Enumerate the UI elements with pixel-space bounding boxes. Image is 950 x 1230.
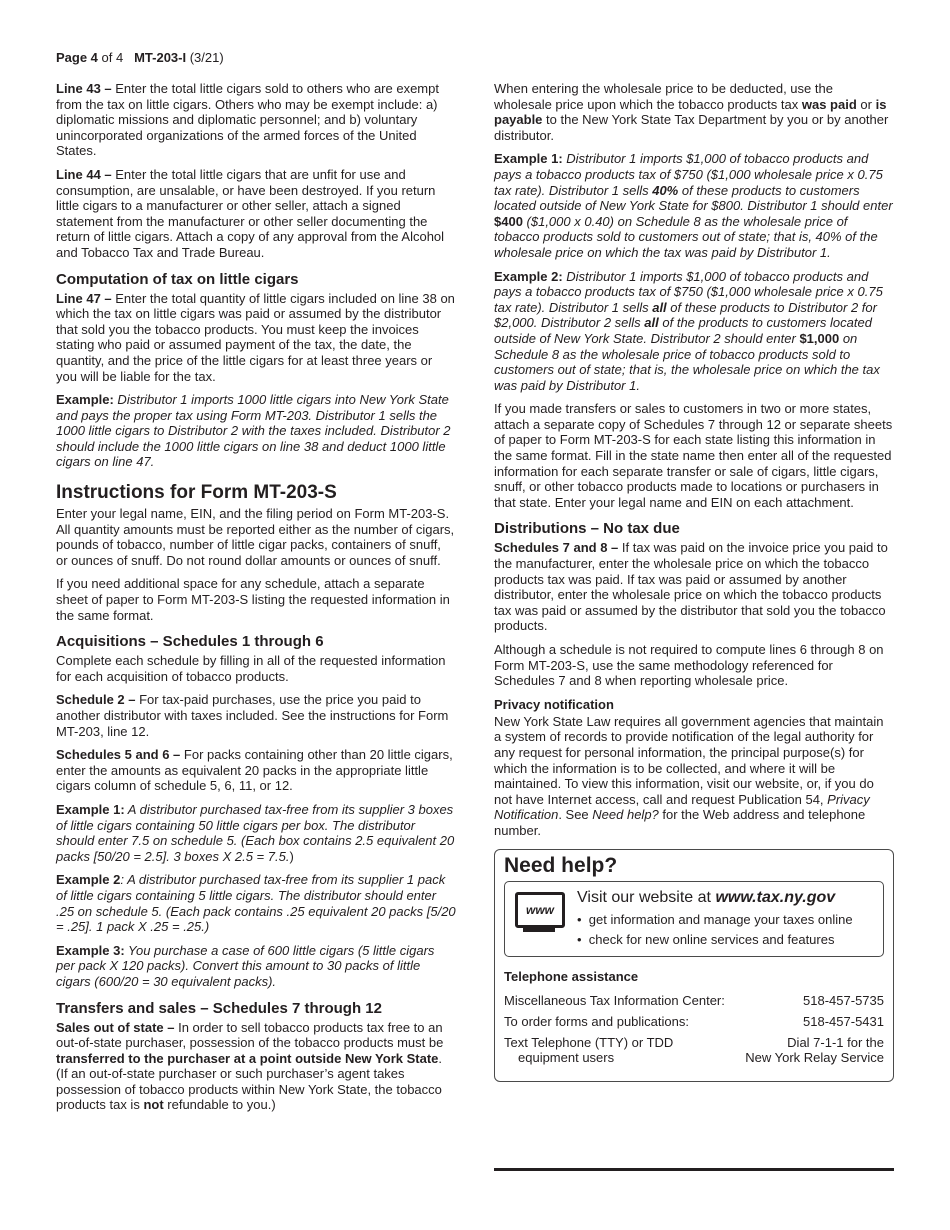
although-paragraph: Although a schedule is not required to compute lines 6 through 8 on Form MT-203-S, use the same methodology referenced for Schedules 7 and 8 when reporting wholesale price. [494, 642, 884, 689]
instructions-paragraph-2: If you need additional space for any schedule, attach a separate sheet of paper to Form MT-203-S listing the requested information in the same format. [56, 576, 450, 623]
computer-monitor-icon: www [513, 888, 565, 936]
need-help-title: Need help? [504, 853, 618, 877]
page-header [56, 50, 894, 65]
phone-row: Miscellaneous Tax Information Center: 518-457-5735 [504, 992, 884, 1008]
need-help-box [494, 849, 894, 1082]
instructions-paragraph-1: Enter your legal name, EIN, and the filing period on Form MT-203-S. All quantity amounts must be reported either as the number of cigars, pounds of tobacco, number of little cigar packs, containers of snuff, or ounces of snuff. Do not round dollar amounts or ounces of snuff. [56, 506, 455, 568]
sales-out-of-state-paragraph: Sales out of state – In order to sell tobacco products tax free to an out-of-state purchaser, possession of the tobacco products must be transferred to the purchaser at a point outside New York State. (If an out-of-state purchaser or such purchaser’s agent takes possession of tobacco products within New York State, the tobacco products tax is not refundable to you.) [56, 1019, 444, 1113]
bullet-item: • get information and manage your taxes online [577, 912, 853, 928]
line-43-paragraph: Line 43 – Enter the total little cigars sold to others who are exempt from the tax on little cigars. Others who may be exempt include: a) diplomatic missions and diplomatic personnel; and b) voluntary unincorporated organizations of the armed forces of the United States. [56, 81, 439, 159]
schedule-2-paragraph: Schedule 2 – For tax-paid purchases, use the price you paid to another distributor with taxes included. See the instructions for Form MT-203, line 12. [56, 692, 449, 739]
website-link[interactable]: www.tax.ny.gov [715, 889, 836, 907]
telephone-heading: Telephone assistance [504, 969, 639, 985]
computation-heading: Computation of tax on little cigars [56, 270, 299, 288]
transfers-heading: Transfers and sales – Schedules 7 through 12 [56, 999, 382, 1017]
form-number: MT-203-I [134, 50, 187, 65]
phone-row: To order forms and publications: 518-457-5431 [504, 1013, 884, 1029]
privacy-heading: Privacy notification [494, 696, 614, 712]
multi-state-paragraph: If you made transfers or sales to customers in two or more states, attach a separate copy of Schedules 7 through 12 or separate sheets of paper to Form MT-203-S for each state listing this information in the same format. Fill in the state name then enter all of the requested information for each separate transfer or sale of cigars, little cigars, snuff, or other tobacco products made to locations or purchasers in that state. Enter your legal name and EIN on each attachment. [494, 401, 893, 510]
visit-website-text: Visit our website at www.tax.ny.gov [577, 889, 836, 907]
acquisitions-heading: Acquisitions – Schedules 1 through 6 [56, 633, 324, 651]
wholesale-price-paragraph: When entering the wholesale price to be deducted, use the wholesale price upon which the tobacco products tax was paid or is payable to the New York State Tax Department by you or by another distributor. [494, 81, 889, 143]
bottom-rule [494, 1168, 894, 1171]
right-column [494, 81, 894, 1121]
schedules-5-6-paragraph: Schedules 5 and 6 – For packs containing other than 20 little cigars, enter the amounts as equivalent 20 packs in the appropriate little cigars column of schedule 5, 6, 11, or 12. [56, 747, 453, 794]
bullet-item: • check for new online services and features [577, 932, 835, 948]
page [56, 50, 894, 1121]
privacy-paragraph: New York State Law requires all government agencies that maintain a system of records to provide notification of the legal authority for any request for personal information, the principal purpose(s) for which the information is to be collected, and where it will be maintained. To view this information, visit our website, or, if you do not have Internet access, call and request Publication 54, Privacy Notification. See Need help? for the Web address and telephone number. [494, 713, 884, 838]
ts-example-1: Example 1: Distributor 1 imports $1,000 of tobacco products and pays a tobacco products tax of $750 ($1,000 wholesale price x 0.75 tax rate). Distributor 1 sells 40% of these products to customers located outside of New York State for $800. Distributor 1 should enter $400 ($1,000 x 0.40) on Schedule 8 as the wholesale price of tobacco products sold to customers out of state; that is, 40% of the wholesale price on which the tax was paid by Distributor 1. [494, 151, 893, 260]
form-revision: (3/21) [189, 50, 224, 65]
acq-example-2: Example 2: A distributor purchased tax-free from its supplier 1 pack of little cigars containing 5 little cigars. The distributor should enter .25 on schedule 5. (Each pack contains .25 equivalent 20 packs [5/20 = .25]. 1 pack X .25 = .25.) [56, 872, 456, 935]
instructions-heading: Instructions for Form MT-203-S [56, 482, 337, 504]
left-column [56, 81, 456, 1121]
website-box [504, 881, 884, 957]
acquisitions-paragraph: Complete each schedule by filling in all of the requested information for each acquisition of tobacco products. [56, 653, 446, 684]
example-paragraph: Example: Distributor 1 imports 1000 little cigars into New York State and pays the proper tax using Form MT-203. Distributor 1 sells the 1000 little cigars to Distributor 2 with the taxes included. Distributor 2 should include the 1000 little cigars on line 38 and deduct 1000 little cigars on line 47. [56, 392, 451, 470]
acq-example-1: Example 1: A distributor purchased tax-free from its supplier 3 boxes of little cigars containing 50 little cigars per box. The distributor should enter 7.5 on schedule 5. (Each box contains 2.5 equivalent 20 packs [50/20 = 2.5]. 3 boxes X 2.5 = 7.5.) [56, 801, 455, 864]
ts-example-2: Example 2: Distributor 1 imports $1,000 of tobacco products and pays a tobacco products tax of $750 ($1,000 wholesale price x 0.75 tax rate). Distributor 1 sells all of these products to Distributor 2 for $2,000. Distributor 2 sells all of the products to customers located outside of New York State. Distributor 2 should enter $1,000 on Schedule 8 as the wholesale price of tobacco products sold to customers out of state; that is, the wholesale price on which the tax was paid by Distributor 1. [494, 268, 883, 393]
line-44-paragraph: Line 44 – Enter the total little cigars that are unfit for use and consumption, are unsalable, or have been destroyed. If you return little cigars to a manufacturer or other seller, attach a signed statement from the manufacturer or other seller documenting the return of little cigars. Attach a copy of any approval from the Alcohol and Tobacco Tax and Trade Bureau. [56, 166, 445, 260]
acq-example-3: Example 3: You purchase a case of 600 little cigars (5 little cigars per pack X 120 packs). Convert this amount to 30 packs of little cigars (600/20 = 30 equivalent packs). [56, 942, 435, 989]
phone-row: Text Telephone (TTY) or TDD equipment users Dial 7-1-1 for the New York Relay Service [504, 1034, 884, 1065]
distributions-heading: Distributions – No tax due [494, 520, 680, 538]
page-of: of 4 [101, 50, 124, 65]
page-number: Page 4 [56, 50, 98, 65]
line-47-paragraph: Line 47 – Enter the total quantity of little cigars included on line 38 on which the tax on little cigars was paid or assumed by the distributor that sold you the tobacco products. You must keep the invoices stating who paid or assumed payment of the tax, the date, the quantity, and the price of the little cigars for at least three years or you will be liable for the tax. [56, 290, 455, 384]
schedules-7-8-paragraph: Schedules 7 and 8 – If tax was paid on the invoice price you paid to the manufacturer, enter the wholesale price on which the tobacco products tax was paid. If tax was paid or assumed by another distributor, enter the wholesale price on which the tobacco products tax was paid or assumed by the distributor that sold you the tobacco products. [494, 540, 888, 634]
